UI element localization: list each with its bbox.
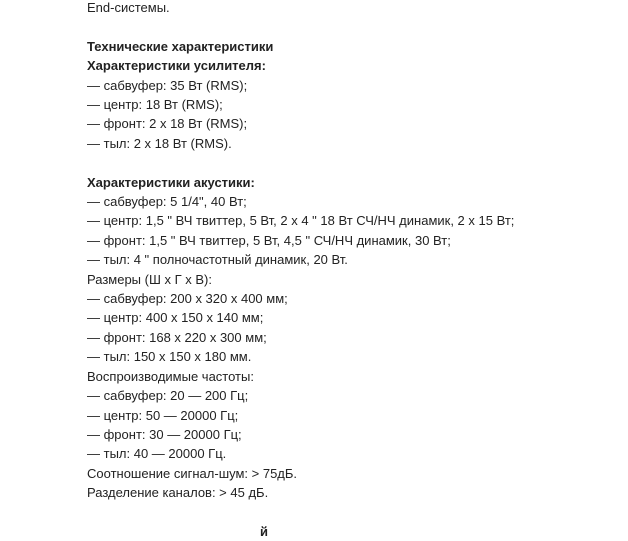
next-heading-fragment: й xyxy=(260,524,268,539)
snr-text: Соотношение сигнал-шум: > 75дБ. xyxy=(87,465,298,481)
frequencies-item: — тыл: 40 — 20000 Гц. xyxy=(87,446,227,462)
frequencies-item: — сабвуфер: 20 — 200 Гц; xyxy=(87,388,249,404)
acoustics-item: — сабвуфер: 5 1/4", 40 Вт; xyxy=(87,194,247,210)
dimensions-item: — фронт: 168 х 220 х 300 мм; xyxy=(87,329,267,345)
spacer xyxy=(87,17,607,36)
spacer xyxy=(87,153,607,172)
frequencies-item: — фронт: 30 — 20000 Гц; xyxy=(87,426,242,442)
intro-text: End-системы. xyxy=(87,0,170,15)
acoustics-item: — фронт: 1,5 " ВЧ твиттер, 5 Вт, 4,5 " СЧ/НЧ динамик, 30 Вт; xyxy=(87,232,451,248)
amp-item: — сабвуфер: 35 Вт (RMS); xyxy=(87,77,248,93)
frequencies-label: Воспроизводимые частоты: xyxy=(87,368,254,384)
tech-heading: Технические характеристики xyxy=(87,38,274,54)
dimensions-label: Размеры (Ш х Г х В): xyxy=(87,271,212,287)
acoustics-item: — центр: 1,5 " ВЧ твиттер, 5 Вт, 2 х 4 " 18 Вт СЧ/НЧ динамик, 2 х 15 Вт; xyxy=(87,213,515,229)
amp-item: — тыл: 2 х 18 Вт (RMS). xyxy=(87,135,232,151)
separation-text: Разделение каналов: > 45 дБ. xyxy=(87,485,269,501)
frequencies-item: — центр: 50 — 20000 Гц; xyxy=(87,407,239,423)
acoustics-item: — тыл: 4 " полночастотный динамик, 20 Вт. xyxy=(87,252,348,268)
amp-item: — фронт: 2 х 18 Вт (RMS); xyxy=(87,116,248,132)
amp-item: — центр: 18 Вт (RMS); xyxy=(87,97,223,113)
dimensions-item: — тыл: 150 х 150 х 180 мм. xyxy=(87,349,252,365)
acoustics-heading: Характеристики акустики: xyxy=(87,174,255,190)
dimensions-item: — центр: 400 х 150 х 140 мм; xyxy=(87,310,264,326)
article-body xyxy=(87,0,607,503)
amp-heading: Характеристики усилителя: xyxy=(87,58,266,74)
dimensions-item: — сабвуфер: 200 х 320 х 400 мм; xyxy=(87,291,288,307)
